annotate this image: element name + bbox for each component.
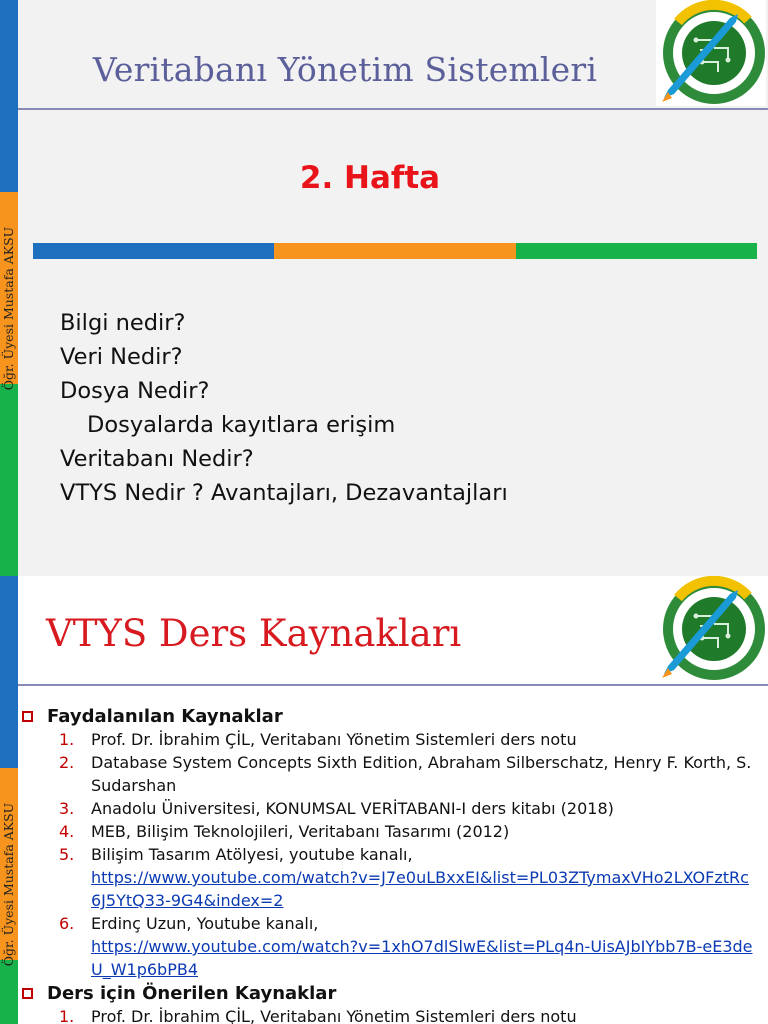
used-sources-list: [18, 728, 758, 981]
references-content: [18, 704, 758, 1024]
item-number: 4.: [59, 822, 75, 841]
university-logo: [656, 0, 766, 106]
side-author-text: Öğr. Üyesi Mustafa AKSU: [1, 802, 17, 966]
university-logo: [656, 576, 766, 682]
list-item: [18, 1005, 758, 1024]
topic-item: Dosya Nedir?: [60, 378, 210, 404]
item-number: 2.: [59, 753, 75, 772]
item-text: Bilişim Tasarım Atölyesi, youtube kanalı,: [91, 845, 413, 864]
list-item: [18, 751, 758, 797]
list-item: [18, 728, 758, 751]
slide-2-title: VTYS Ders Kaynakları: [46, 612, 462, 655]
logo-emblem-icon: [656, 0, 766, 106]
recommended-sources-list: [18, 1005, 758, 1024]
side-author-text: Öğr. Üyesi Mustafa AKSU: [1, 226, 17, 390]
youtube-link[interactable]: https://www.youtube.com/watch?v=1xhO7dlSlwE&list=PLq4n-UisAJbIYbb7B-eE3deU_W1p6bPB4: [91, 937, 753, 979]
topic-item: Veritabanı Nedir?: [60, 446, 254, 472]
item-text: MEB, Bilişim Teknolojileri, Veritabanı Tasarımı (2012): [91, 822, 510, 841]
logo-emblem-icon: [656, 576, 766, 682]
bar-blue: [33, 243, 274, 259]
topic-item: Bilgi nedir?: [60, 310, 186, 336]
list-item: [18, 820, 758, 843]
item-number: 1.: [59, 730, 75, 749]
item-text: Database System Concepts Sixth Edition, Abraham Silberschatz, Henry F. Korth, S. Sudarshan: [91, 753, 752, 795]
list-item: [18, 797, 758, 820]
topic-item: Veri Nedir?: [60, 344, 183, 370]
list-item: [18, 843, 758, 912]
section-heading-recommended-sources: Ders için Önerilen Kaynaklar: [18, 981, 758, 1005]
item-text: Prof. Dr. İbrahim ÇİL, Veritabanı Yönetim Sistemleri ders notu: [91, 730, 577, 749]
list-item: [18, 912, 758, 981]
item-number: 5.: [59, 845, 75, 864]
week-heading: 2. Hafta: [299, 160, 441, 196]
checkbox-square-icon: [22, 711, 33, 722]
item-text: Anadolu Üniversitesi, KONUMSAL VERİTABANI-I ders kitabı (2018): [91, 799, 614, 818]
topic-item: VTYS Nedir ? Avantajları, Dezavantajları: [60, 480, 508, 506]
bar-green: [516, 243, 757, 259]
topic-list: [60, 306, 508, 510]
section-heading-used-sources: Faydalanılan Kaynaklar: [18, 704, 758, 728]
side-band-blue: [0, 576, 18, 768]
checkbox-square-icon: [22, 988, 33, 999]
topic-subitem: Dosyalarda kayıtlara erişim: [87, 412, 396, 438]
bar-orange: [274, 243, 515, 259]
youtube-link[interactable]: https://www.youtube.com/watch?v=J7e0uLBxxEI&list=PL03ZTymaxVHo2LXOFztRc6J5YtQ33-9G4&index=2: [91, 868, 749, 910]
item-number: 1.: [59, 1007, 75, 1024]
item-number: 6.: [59, 914, 75, 933]
title-divider: [18, 684, 768, 686]
item-text: Erdinç Uzun, Youtube kanalı,: [91, 914, 319, 933]
item-text: Prof. Dr. İbrahim ÇİL, Veritabanı Yönetim Sistemleri ders notu: [91, 1007, 577, 1024]
item-number: 3.: [59, 799, 75, 818]
title-divider: [18, 108, 768, 110]
slide-2: [0, 576, 768, 1024]
slide-1-title: Veritabanı Yönetim Sistemleri: [92, 50, 598, 89]
tricolor-bar: [33, 243, 757, 259]
